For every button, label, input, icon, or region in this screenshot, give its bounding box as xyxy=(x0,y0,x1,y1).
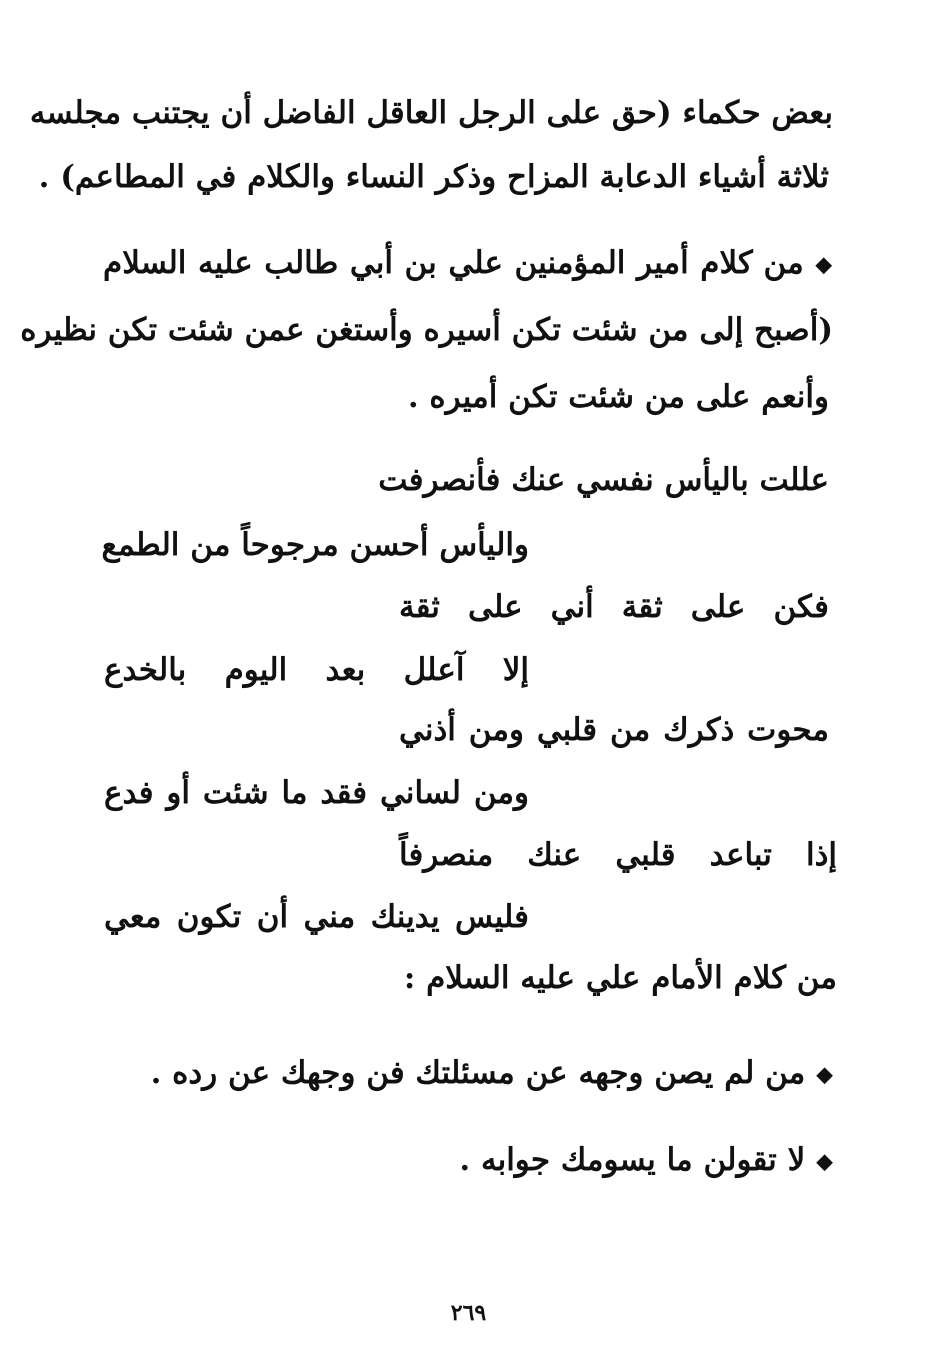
section-heading: من كلام الأمام علي عليه السلام : xyxy=(403,960,837,996)
poem-verse-1: عللت باليأس نفسي عنك فأنصرفت xyxy=(378,462,829,498)
paragraph2-line1-text: من كلام أمير المؤمنين علي بن أبي طالب عليه السلام xyxy=(103,245,804,281)
poem-verse-5: محوت ذكرك من قلبي ومن أذني xyxy=(399,712,829,748)
bullet-diamond-icon: ◆ xyxy=(816,1148,833,1175)
saying-1-text: من لم يصن وجهه عن مسئلتك فن وجهك عن رده . xyxy=(150,1055,806,1091)
saying-1 xyxy=(150,1055,833,1091)
poem-verse-2: واليأس أحسن مرجوحاً من الطمع xyxy=(101,527,529,563)
saying-2 xyxy=(459,1142,833,1178)
paragraph1-line2: ثلاثة أشياء الدعابة المزاح وذكر النساء والكلام في المطاعم) . xyxy=(38,159,829,195)
poem-verse-4: إلا آعلل بعد اليوم بالخدع xyxy=(104,652,529,688)
paragraph2-line2: (أصبح إلى من شئت تكن أسيره وأستغن عمن شئت تكن نظيره xyxy=(20,312,833,348)
bullet-diamond-icon: ◆ xyxy=(816,1061,833,1088)
paragraph1-line1: بعض حكماء (حق على الرجل العاقل الفاضل أن يجتنب مجلسه xyxy=(29,95,833,131)
paragraph2-line1 xyxy=(103,245,834,281)
poem-verse-7: إذا تباعد قلبي عنك منصرفاً xyxy=(399,837,837,873)
page-number: ٢٦٩ xyxy=(450,1300,487,1326)
saying-2-text: لا تقولن ما يسومك جوابه . xyxy=(459,1142,806,1178)
bullet-diamond-icon: ◆ xyxy=(815,251,834,278)
poem-verse-3: فكن على ثقة أني على ثقة xyxy=(399,589,829,625)
poem-verse-6: ومن لساني فقد ما شئت أو فدع xyxy=(104,775,529,811)
paragraph2-line3: وأنعم على من شئت تكن أميره . xyxy=(407,379,829,415)
poem-verse-8: فليس يدينك مني أن تكون معي xyxy=(104,899,529,935)
